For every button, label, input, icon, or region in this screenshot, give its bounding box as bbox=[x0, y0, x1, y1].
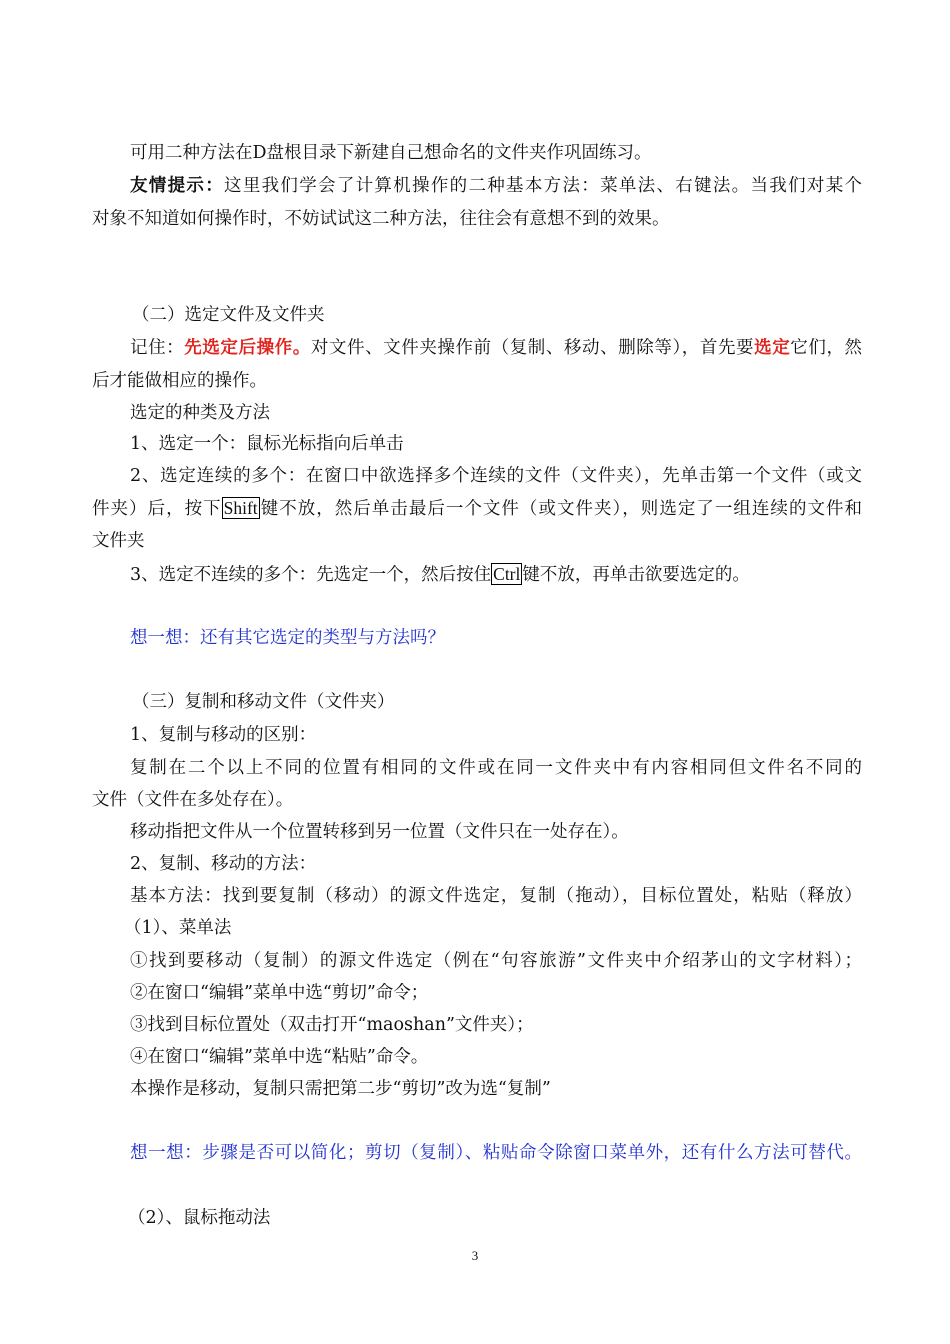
copy-definition-line-2: 文件（文件在多处存在）。 bbox=[92, 790, 294, 810]
difference-title: 1、复制与移动的区别： bbox=[130, 725, 317, 745]
step-1: ①找到要移动（复制）的源文件选定（例在“句容旅游”文件夹中介绍茅山的文字材料）； bbox=[130, 951, 862, 971]
select-item-2-text-b: 键不放，然后单击最后一个文件（或文件夹），则选定了一组连续的文件和 bbox=[259, 499, 862, 519]
practice-paragraph: 可用二种方法在D盘根目录下新建自己想命名的文件夹作巩固练习。 bbox=[130, 143, 652, 163]
select-item-3-text-a: 3、选定不连续的多个：先选定一个，然后按住 bbox=[130, 565, 492, 585]
section-3-heading: （三）复制和移动文件（文件夹） bbox=[132, 692, 395, 712]
section-2-heading: （二）选定文件及文件夹 bbox=[132, 305, 325, 325]
operation-note: 本操作是移动，复制只需把第二步“剪切”改为选“复制” bbox=[130, 1079, 551, 1099]
select-item-2-line-3: 文件夹 bbox=[92, 531, 145, 551]
shift-key-label: Shift bbox=[223, 498, 258, 518]
select-item-2-text-a: 件夹）后，按下 bbox=[92, 499, 222, 519]
remember-line-1 bbox=[130, 337, 862, 359]
step-2: ②在窗口“编辑”菜单中选“剪切”命令； bbox=[130, 983, 429, 1003]
step-3: ③找到目标位置处（双击打开“maoshan”文件夹）； bbox=[130, 1015, 534, 1035]
select-item-1: 1、选定一个：鼠标光标指向后单击 bbox=[130, 434, 404, 454]
menu-method-heading: （1）、菜单法 bbox=[124, 918, 232, 938]
method-title: 2、复制、移动的方法： bbox=[130, 854, 317, 874]
tip-text-1: 这里我们学会了计算机操作的二种基本方法：菜单法、右键法。当我们对某个 bbox=[224, 176, 862, 196]
remember-label: 记住： bbox=[130, 338, 185, 358]
tip-label: 友情提示： bbox=[130, 176, 225, 196]
remember-emphasis-2: 选定 bbox=[754, 338, 791, 358]
page-number: 3 bbox=[471, 1248, 479, 1263]
select-item-3-text-b: 键不放，再单击欲要选定的。 bbox=[522, 565, 750, 585]
ctrl-key-label: Ctrl bbox=[493, 564, 521, 584]
think-question-2: 想一想：步骤是否可以简化；剪切（复制）、粘贴命令除窗口菜单外，还有什么方法可替代。 bbox=[130, 1143, 862, 1163]
mouse-drag-method-heading: （2）、鼠标拖动法 bbox=[128, 1208, 271, 1228]
select-item-2-line-2 bbox=[92, 497, 862, 520]
copy-definition-line-1: 复制在二个以上不同的位置有相同的文件或在同一文件夹中有内容相同但文件名不同的 bbox=[130, 758, 862, 778]
remember-emphasis: 先选定后操作。 bbox=[184, 338, 311, 358]
select-item-2-line-1: 2、选定连续的多个：在窗口中欲选择多个连续的文件（文件夹），先单击第一个文件（或文 bbox=[130, 466, 862, 486]
think-question-1: 想一想：还有其它选定的类型与方法吗？ bbox=[130, 628, 445, 648]
remember-end: 它们，然 bbox=[790, 338, 863, 358]
select-item-3 bbox=[130, 563, 862, 586]
move-definition: 移动指把文件从一个位置转移到另一位置（文件只在一处存在）。 bbox=[130, 822, 629, 842]
remember-line-2: 后才能做相应的操作。 bbox=[92, 371, 267, 391]
selection-kinds: 选定的种类及方法 bbox=[130, 403, 270, 423]
step-4: ④在窗口“编辑”菜单中选“粘贴”命令。 bbox=[130, 1047, 429, 1067]
remember-middle: 对文件、文件夹操作前（复制、移动、删除等），首先要 bbox=[310, 338, 755, 358]
tip-line-1 bbox=[130, 175, 862, 197]
tip-line-2: 对象不知道如何操作时，不妨试试这二种方法，往往会有意想不到的效果。 bbox=[92, 209, 670, 229]
basic-method: 基本方法：找到要复制（移动）的源文件选定，复制（拖动），目标位置处，粘贴（释放） bbox=[130, 886, 862, 906]
